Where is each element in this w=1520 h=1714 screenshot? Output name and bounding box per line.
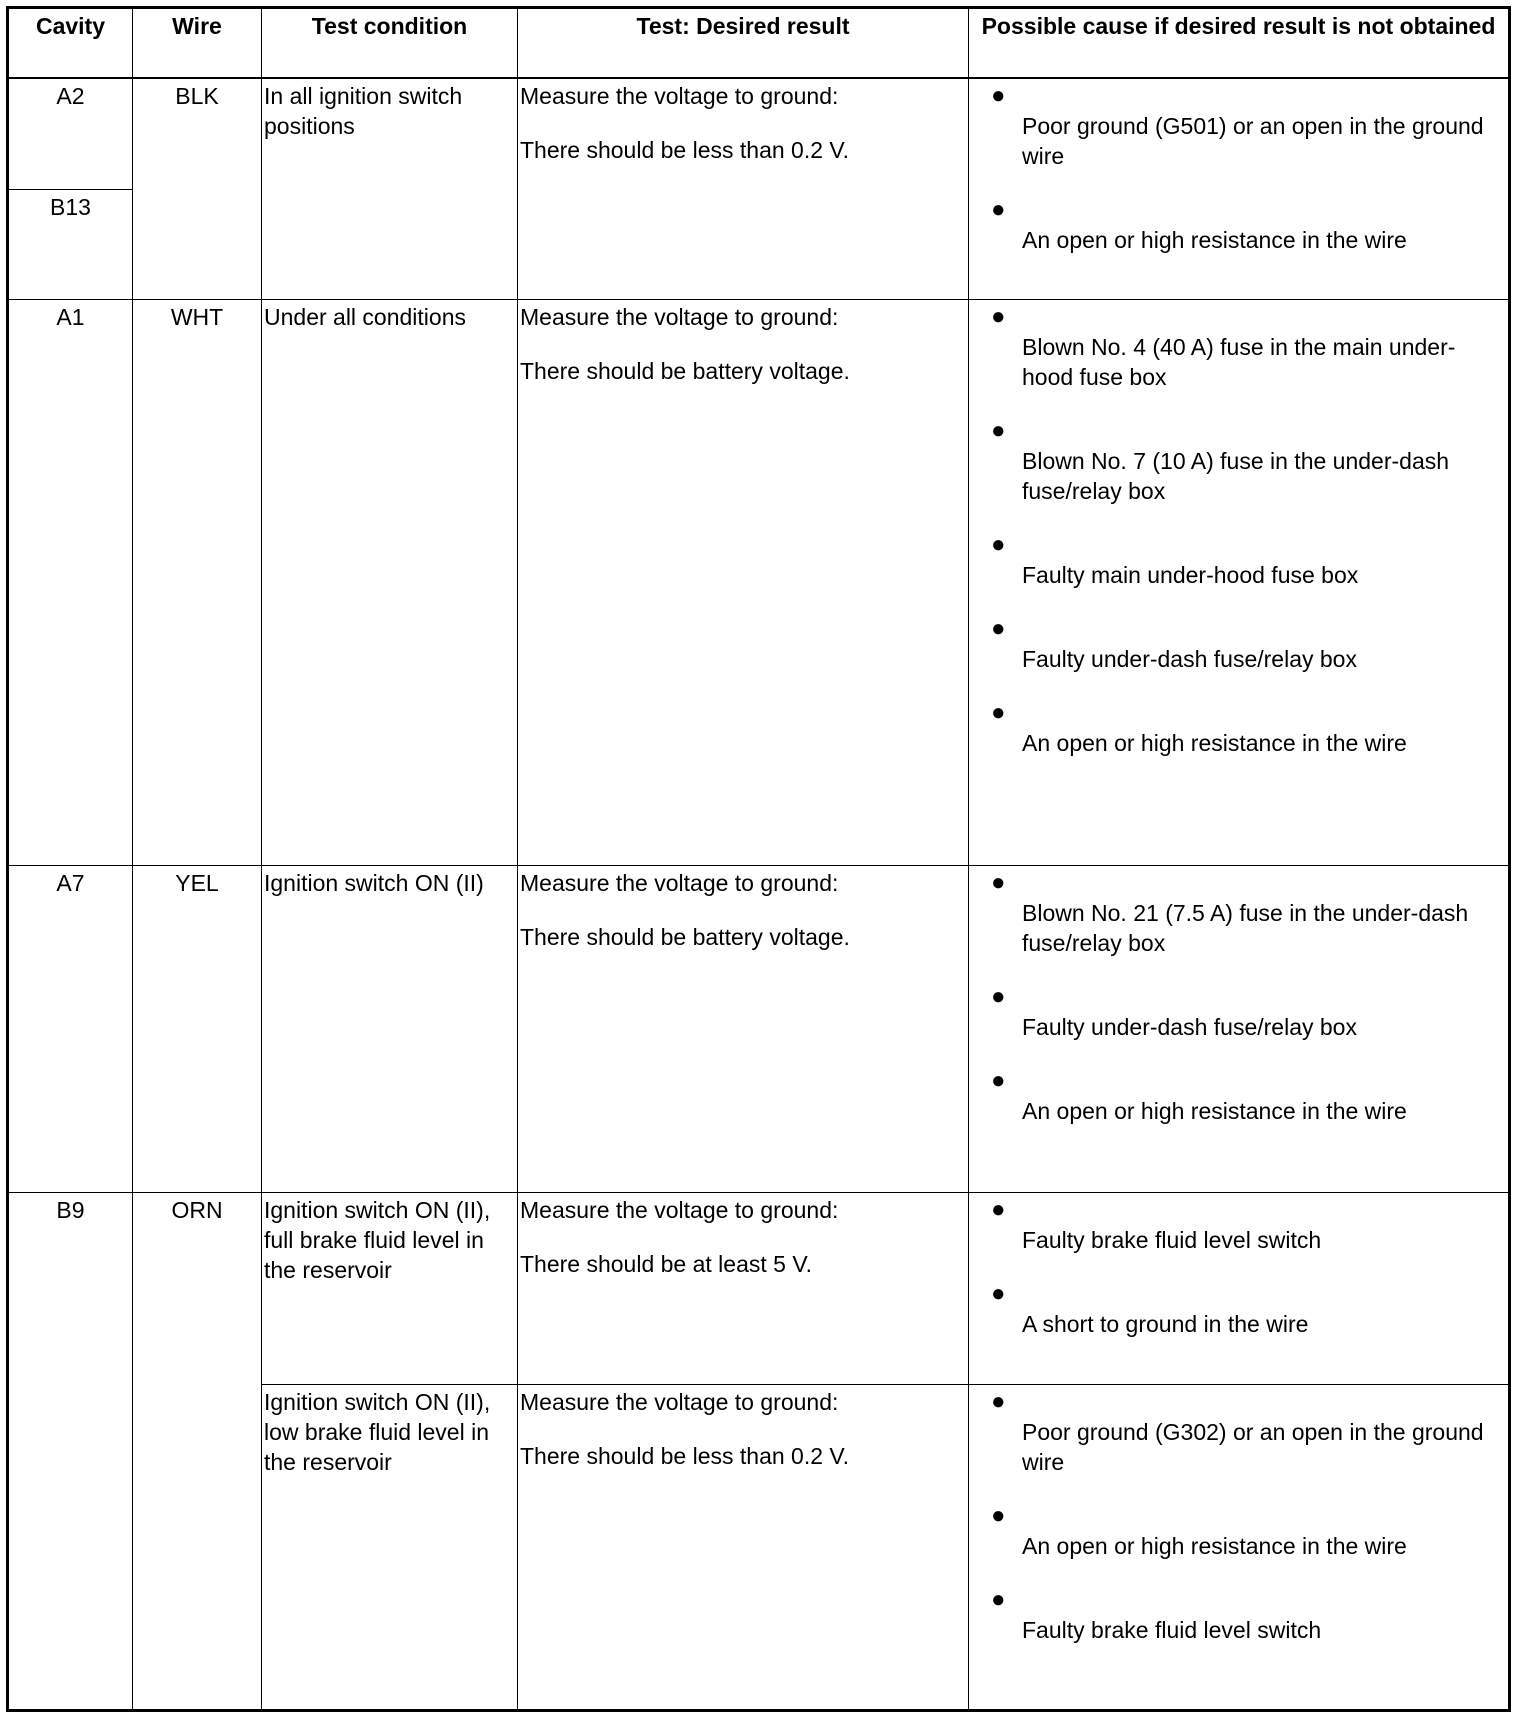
result-text: There should be battery voltage. bbox=[520, 923, 850, 950]
bullet-icon: ● bbox=[991, 1279, 1006, 1307]
cause-text: Faulty main under-hood fuse box bbox=[1022, 561, 1359, 588]
list-item bbox=[971, 81, 1506, 171]
cavity-cell: B9 bbox=[8, 1192, 133, 1710]
cause-cell bbox=[969, 1192, 1510, 1384]
list-item bbox=[971, 982, 1506, 1042]
wire-cell: BLK bbox=[133, 78, 262, 299]
bullet-icon: ● bbox=[991, 1195, 1006, 1223]
cause-text: Faulty under-dash fuse/relay box bbox=[1022, 1013, 1357, 1040]
list-item bbox=[971, 1387, 1506, 1477]
bullet-icon: ● bbox=[991, 196, 1006, 223]
cause-text: Faulty brake fluid level switch bbox=[1022, 1226, 1322, 1253]
cause-list bbox=[971, 1387, 1506, 1645]
bullet-icon: ● bbox=[991, 982, 1006, 1010]
cause-text: Blown No. 21 (7.5 A) fuse in the under-dash fuse/relay box bbox=[1022, 899, 1469, 956]
list-item bbox=[971, 868, 1506, 958]
condition-cell: Ignition switch ON (II) bbox=[262, 865, 518, 1192]
result-text: There should be battery voltage. bbox=[520, 357, 850, 384]
cause-list bbox=[971, 302, 1506, 758]
result-cell bbox=[518, 1192, 969, 1384]
cause-text: An open or high resistance in the wire bbox=[1022, 1532, 1407, 1559]
bullet-icon: ● bbox=[991, 1066, 1006, 1094]
header-wire: Wire bbox=[133, 8, 262, 79]
cause-text: A short to ground in the wire bbox=[1022, 1310, 1309, 1337]
bullet-icon: ● bbox=[991, 416, 1006, 444]
cause-text: Faulty brake fluid level switch bbox=[1022, 1616, 1322, 1643]
result-cell bbox=[518, 78, 969, 299]
cause-list bbox=[971, 868, 1506, 1126]
result-text: Measure the voltage to ground: bbox=[520, 869, 839, 896]
condition-cell: Under all conditions bbox=[262, 299, 518, 865]
cause-list bbox=[971, 1195, 1506, 1339]
table-row-a7 bbox=[8, 865, 1510, 1192]
cause-cell bbox=[969, 865, 1510, 1192]
cause-text: An open or high resistance in the wire bbox=[1022, 227, 1407, 253]
bullet-icon: ● bbox=[991, 868, 1006, 896]
wire-cell: YEL bbox=[133, 865, 262, 1192]
list-item bbox=[971, 1279, 1506, 1339]
table-row-a1 bbox=[8, 299, 1510, 865]
connector-test-table bbox=[6, 6, 1511, 1712]
cause-text: Faulty under-dash fuse/relay box bbox=[1022, 645, 1357, 672]
header-row bbox=[8, 8, 1510, 79]
list-item bbox=[971, 530, 1506, 590]
result-text: There should be less than 0.2 V. bbox=[520, 1442, 850, 1469]
cause-cell bbox=[969, 299, 1510, 865]
list-item bbox=[971, 1066, 1506, 1126]
header-test-condition: Test condition bbox=[262, 8, 518, 79]
cause-cell bbox=[969, 1384, 1510, 1710]
bullet-icon: ● bbox=[991, 302, 1006, 330]
bullet-icon: ● bbox=[991, 698, 1006, 726]
cavity-cell: B13 bbox=[8, 189, 133, 299]
cause-cell bbox=[969, 78, 1510, 299]
cavity-cell: A7 bbox=[8, 865, 133, 1192]
list-item bbox=[971, 1501, 1506, 1561]
bullet-icon: ● bbox=[991, 82, 1006, 109]
list-item bbox=[971, 416, 1506, 506]
table-row-a2 bbox=[8, 78, 1510, 189]
list-item bbox=[971, 195, 1506, 255]
list-item bbox=[971, 614, 1506, 674]
wire-cell: WHT bbox=[133, 299, 262, 865]
bullet-icon: ● bbox=[991, 1501, 1006, 1529]
cause-text: Blown No. 7 (10 A) fuse in the under-dash fuse/relay box bbox=[1022, 447, 1450, 504]
result-cell bbox=[518, 865, 969, 1192]
cause-text: An open or high resistance in the wire bbox=[1022, 729, 1407, 756]
header-possible-cause: Possible cause if desired result is not obtained bbox=[969, 8, 1510, 79]
result-text: Measure the voltage to ground: bbox=[520, 1196, 839, 1223]
list-item bbox=[971, 302, 1506, 392]
result-text: There should be less than 0.2 V. bbox=[520, 137, 850, 163]
cause-text: An open or high resistance in the wire bbox=[1022, 1097, 1407, 1124]
result-cell bbox=[518, 299, 969, 865]
result-text: Measure the voltage to ground: bbox=[520, 303, 839, 330]
bullet-icon: ● bbox=[991, 1585, 1006, 1613]
header-desired-result: Test: Desired result bbox=[518, 8, 969, 79]
result-cell bbox=[518, 1384, 969, 1710]
header-cavity: Cavity bbox=[8, 8, 133, 79]
cause-text: Poor ground (G501) or an open in the ground wire bbox=[1022, 113, 1484, 169]
list-item bbox=[971, 1195, 1506, 1255]
condition-cell: Ignition switch ON (II), full brake fluid level in the reservoir bbox=[262, 1192, 518, 1384]
cause-list bbox=[971, 81, 1506, 255]
wire-cell: ORN bbox=[133, 1192, 262, 1710]
list-item bbox=[971, 1585, 1506, 1645]
condition-cell: In all ignition switch positions bbox=[262, 78, 518, 299]
result-text: Measure the voltage to ground: bbox=[520, 1388, 839, 1415]
result-text: There should be at least 5 V. bbox=[520, 1250, 812, 1277]
bullet-icon: ● bbox=[991, 1387, 1006, 1415]
list-item bbox=[971, 698, 1506, 758]
table-row-b9-full bbox=[8, 1192, 1510, 1384]
bullet-icon: ● bbox=[991, 614, 1006, 642]
cause-text: Blown No. 4 (40 A) fuse in the main under-hood fuse box bbox=[1022, 333, 1456, 390]
cavity-cell: A2 bbox=[8, 78, 133, 189]
result-text: Measure the voltage to ground: bbox=[520, 83, 839, 109]
cause-text: Poor ground (G302) or an open in the ground wire bbox=[1022, 1418, 1484, 1475]
cavity-cell: A1 bbox=[8, 299, 133, 865]
condition-cell: Ignition switch ON (II), low brake fluid level in the reservoir bbox=[262, 1384, 518, 1710]
bullet-icon: ● bbox=[991, 530, 1006, 558]
